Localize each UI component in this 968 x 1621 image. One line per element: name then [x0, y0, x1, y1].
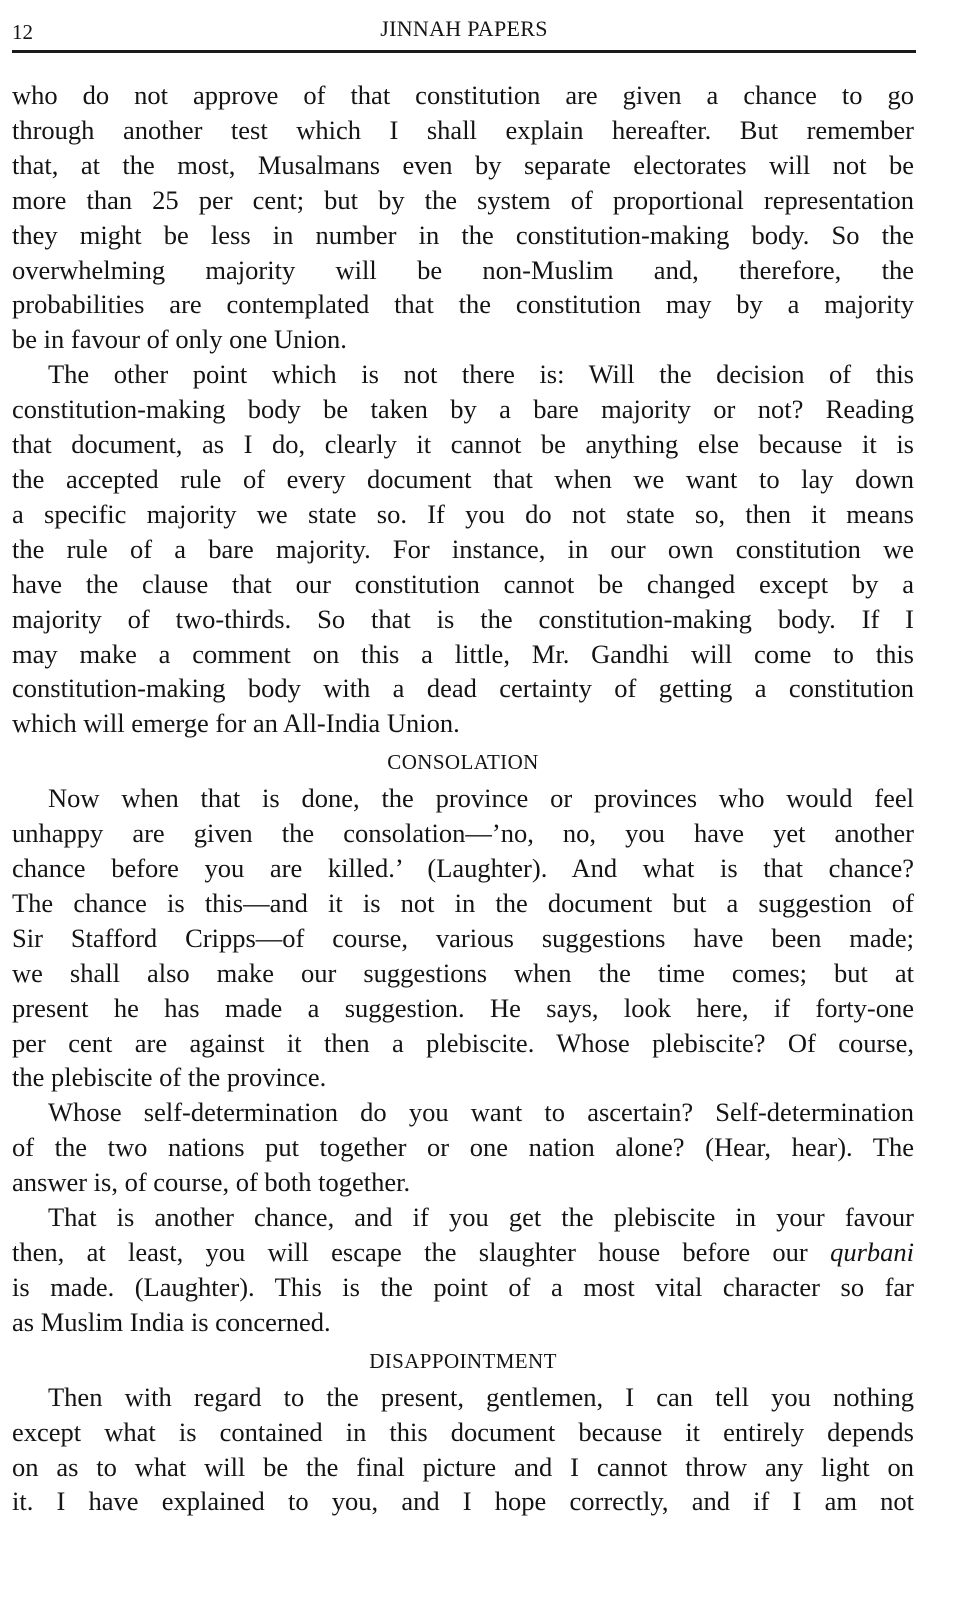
text-line: The chance is this—and it is not in the document but a suggestion of: [12, 887, 914, 918]
text-line: except what is contained in this document because it entirely depends: [12, 1416, 914, 1447]
text-line: majority of two-thirds. So that is the constitution-making body. If I: [12, 603, 914, 634]
running-header: [12, 10, 916, 53]
text-line: may make a comment on this a little, Mr. Gandhi will come to this: [12, 638, 914, 669]
text-line: per cent are against it then a plebiscite. Whose plebiscite? Of course,: [12, 1027, 914, 1058]
text-line: on as to what will be the final picture and I cannot throw any light on: [12, 1451, 914, 1482]
text-line: overwhelming majority will be non-Muslim and, therefore, the: [12, 254, 914, 285]
text-line: the plebiscite of the province.: [12, 1062, 327, 1093]
text-line: a specific majority we state so. If you do not state so, then it means: [12, 498, 914, 529]
text-fragment: then, at least, you will escape the slaughter house before our: [12, 1237, 831, 1267]
text-line: probabilities are contemplated that the constitution may by a majority: [12, 289, 914, 320]
section-heading: CONSOLATION: [387, 750, 539, 775]
italic-word: qurbani: [830, 1237, 914, 1267]
paragraph: [12, 781, 914, 1095]
text-line: that, at the most, Musalmans even by separate electorates will not be: [12, 149, 914, 180]
book-title: JINNAH PAPERS: [380, 16, 548, 41]
text-line: it. I have explained to you, and I hope correctly, and if I am not: [12, 1486, 914, 1517]
paragraph: [12, 1095, 914, 1200]
text-line: [12, 1235, 914, 1270]
text-line: be in favour of only one Union.: [12, 324, 347, 355]
text-line: Now when that is done, the province or provinces who would feel: [48, 783, 914, 814]
text-line: chance before you are killed.’ (Laughter). And what is that chance?: [12, 853, 914, 884]
text-line: That is another chance, and if you get the plebiscite in your favour: [48, 1202, 914, 1233]
page-number: 12: [12, 20, 33, 44]
text-line: Then with regard to the present, gentlemen, I can tell you nothing: [48, 1381, 914, 1412]
text-line: The other point which is not there is: Will the decision of this: [48, 359, 914, 390]
text-line: unhappy are given the consolation—’no, no, you have yet another: [12, 818, 914, 849]
text-line: is made. (Laughter). This is the point of a most vital character so far: [12, 1271, 914, 1302]
text-line: through another test which I shall explain hereafter. But remember: [12, 114, 914, 145]
text-line: the accepted rule of every document that when we want to lay down: [12, 463, 914, 494]
text-line: the rule of a bare majority. For instance, in our own constitution we: [12, 533, 914, 564]
text-line: answer is, of course, of both together.: [12, 1167, 411, 1198]
text-line: Sir Stafford Cripps—of course, various suggestions have been made;: [12, 922, 914, 953]
paragraph: [12, 1200, 914, 1340]
text-line: more than 25 per cent; but by the system of proportional representation: [12, 184, 914, 215]
text-line: they might be less in number in the constitution-making body. So the: [12, 219, 914, 250]
text-line: have the clause that our constitution cannot be changed except by a: [12, 568, 914, 599]
text-line: we shall also make our suggestions when the time comes; but at: [12, 957, 914, 988]
paragraph: [12, 357, 914, 741]
text-line: which will emerge for an All-India Union.: [12, 708, 460, 739]
text-line: Whose self-determination do you want to ascertain? Self-determination: [48, 1097, 914, 1128]
text-line: that document, as I do, clearly it cannot be anything else because it is: [12, 429, 914, 460]
text-line: as Muslim India is concerned.: [12, 1306, 331, 1337]
body-text: [12, 78, 914, 1519]
text-line: constitution-making body with a dead certainty of getting a constitution: [12, 673, 914, 704]
text-line: who do not approve of that constitution are given a chance to go: [12, 80, 914, 110]
text-line: of the two nations put together or one nation alone? (Hear, hear). The: [12, 1132, 914, 1163]
paragraph: [12, 1380, 914, 1520]
text-line: present he has made a suggestion. He says, look here, if forty-one: [12, 992, 914, 1023]
text-line: constitution-making body be taken by a bare majority or not? Reading: [12, 394, 914, 425]
paragraph: [12, 78, 914, 357]
section-heading: DISAPPOINTMENT: [369, 1348, 557, 1373]
